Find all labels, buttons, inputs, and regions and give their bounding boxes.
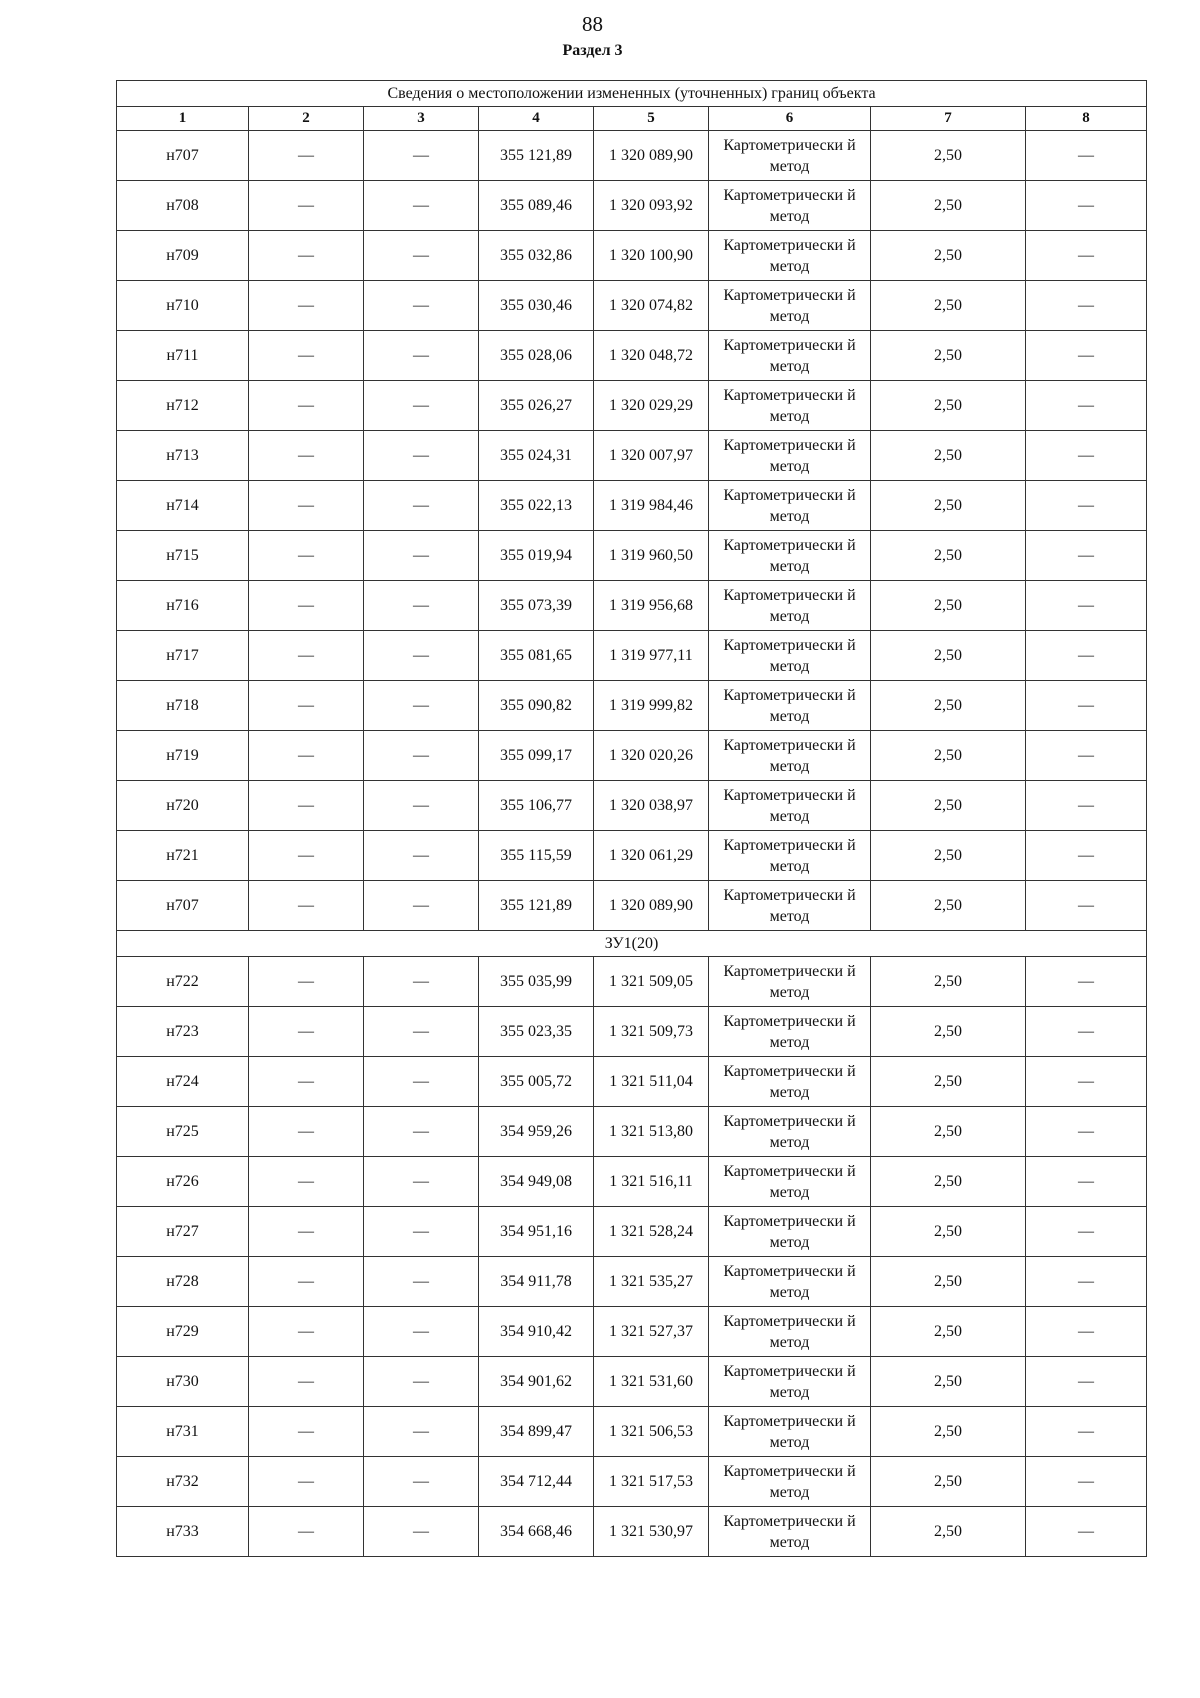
- table-row: [117, 1007, 1147, 1057]
- method-cell: Картометрически й метод: [709, 781, 871, 831]
- y-coordinate-cell: 1 321 530,97: [594, 1507, 709, 1557]
- boundary-coordinates-table: [116, 80, 1147, 1557]
- method-cell: Картометрически й метод: [709, 131, 871, 181]
- y-coordinate-cell: 1 321 535,27: [594, 1257, 709, 1307]
- x-coordinate-cell: 355 121,89: [479, 131, 594, 181]
- point-cell: н712: [117, 381, 249, 431]
- method-cell: Картометрически й метод: [709, 181, 871, 231]
- point-cell: н729: [117, 1307, 249, 1357]
- accuracy-cell: 2,50: [871, 1357, 1026, 1407]
- method-cell: Картометрически й метод: [709, 1207, 871, 1257]
- column-8-cell: —: [1026, 181, 1147, 231]
- y-coordinate-cell: 1 321 528,24: [594, 1207, 709, 1257]
- point-cell: н726: [117, 1157, 249, 1207]
- y-coordinate-cell: 1 320 089,90: [594, 881, 709, 931]
- column-3-cell: —: [364, 281, 479, 331]
- section-title: Раздел 3: [562, 42, 623, 59]
- x-coordinate-cell: 355 026,27: [479, 381, 594, 431]
- method-cell: Картометрически й метод: [709, 631, 871, 681]
- accuracy-cell: 2,50: [871, 1007, 1026, 1057]
- point-cell: н709: [117, 231, 249, 281]
- point-cell: н728: [117, 1257, 249, 1307]
- column-2-cell: —: [249, 181, 364, 231]
- column-3-cell: —: [364, 881, 479, 931]
- table-row: [117, 331, 1147, 381]
- table-row: [117, 1457, 1147, 1507]
- table-row: [117, 1257, 1147, 1307]
- method-cell: Картометрически й метод: [709, 731, 871, 781]
- column-3-cell: —: [364, 331, 479, 381]
- point-cell: н710: [117, 281, 249, 331]
- table-row: [117, 181, 1147, 231]
- y-coordinate-cell: 1 321 516,11: [594, 1157, 709, 1207]
- column-2-cell: —: [249, 1207, 364, 1257]
- column-2-cell: —: [249, 481, 364, 531]
- accuracy-cell: 2,50: [871, 831, 1026, 881]
- table-row: [117, 781, 1147, 831]
- x-coordinate-cell: 354 910,42: [479, 1307, 594, 1357]
- column-8-cell: —: [1026, 281, 1147, 331]
- method-cell: Картометрически й метод: [709, 531, 871, 581]
- column-3-cell: —: [364, 1007, 479, 1057]
- y-coordinate-cell: 1 321 527,37: [594, 1307, 709, 1357]
- method-cell: Картометрически й метод: [709, 481, 871, 531]
- y-coordinate-cell: 1 319 984,46: [594, 481, 709, 531]
- table-row: [117, 531, 1147, 581]
- column-header: 7: [871, 107, 1026, 131]
- column-header: 5: [594, 107, 709, 131]
- accuracy-cell: 2,50: [871, 331, 1026, 381]
- column-2-cell: —: [249, 131, 364, 181]
- accuracy-cell: 2,50: [871, 131, 1026, 181]
- table-row: [117, 731, 1147, 781]
- point-cell: н716: [117, 581, 249, 631]
- column-2-cell: —: [249, 1057, 364, 1107]
- accuracy-cell: 2,50: [871, 781, 1026, 831]
- x-coordinate-cell: 355 090,82: [479, 681, 594, 731]
- x-coordinate-cell: 355 028,06: [479, 331, 594, 381]
- column-3-cell: —: [364, 131, 479, 181]
- point-cell: н715: [117, 531, 249, 581]
- column-2-cell: —: [249, 1157, 364, 1207]
- column-2-cell: —: [249, 957, 364, 1007]
- table-row: [117, 431, 1147, 481]
- x-coordinate-cell: 355 030,46: [479, 281, 594, 331]
- column-2-cell: —: [249, 881, 364, 931]
- column-2-cell: —: [249, 581, 364, 631]
- column-2-cell: —: [249, 1357, 364, 1407]
- column-header: 8: [1026, 107, 1147, 131]
- x-coordinate-cell: 354 712,44: [479, 1457, 594, 1507]
- y-coordinate-cell: 1 321 531,60: [594, 1357, 709, 1407]
- column-3-cell: —: [364, 1507, 479, 1557]
- method-cell: Картометрически й метод: [709, 431, 871, 481]
- column-3-cell: —: [364, 231, 479, 281]
- column-8-cell: —: [1026, 1257, 1147, 1307]
- point-cell: н707: [117, 881, 249, 931]
- column-2-cell: —: [249, 1457, 364, 1507]
- x-coordinate-cell: 354 901,62: [479, 1357, 594, 1407]
- column-3-cell: —: [364, 1307, 479, 1357]
- y-coordinate-cell: 1 319 960,50: [594, 531, 709, 581]
- table-caption: Сведения о местоположении измененных (уточненных) границ объекта: [117, 81, 1147, 107]
- y-coordinate-cell: 1 321 517,53: [594, 1457, 709, 1507]
- table-row: [117, 1157, 1147, 1207]
- column-8-cell: —: [1026, 731, 1147, 781]
- accuracy-cell: 2,50: [871, 1457, 1026, 1507]
- accuracy-cell: 2,50: [871, 581, 1026, 631]
- accuracy-cell: 2,50: [871, 731, 1026, 781]
- point-cell: н714: [117, 481, 249, 531]
- column-8-cell: —: [1026, 1207, 1147, 1257]
- point-cell: н730: [117, 1357, 249, 1407]
- column-2-cell: —: [249, 281, 364, 331]
- column-8-cell: —: [1026, 1107, 1147, 1157]
- column-3-cell: —: [364, 1057, 479, 1107]
- accuracy-cell: 2,50: [871, 1507, 1026, 1557]
- table-row: [117, 631, 1147, 681]
- point-cell: н727: [117, 1207, 249, 1257]
- column-3-cell: —: [364, 181, 479, 231]
- x-coordinate-cell: 354 911,78: [479, 1257, 594, 1307]
- column-3-cell: —: [364, 1157, 479, 1207]
- column-3-cell: —: [364, 681, 479, 731]
- x-coordinate-cell: 354 949,08: [479, 1157, 594, 1207]
- column-3-cell: —: [364, 1357, 479, 1407]
- column-8-cell: —: [1026, 1007, 1147, 1057]
- table-row: [117, 131, 1147, 181]
- point-cell: н720: [117, 781, 249, 831]
- column-3-cell: —: [364, 1257, 479, 1307]
- column-3-cell: —: [364, 531, 479, 581]
- y-coordinate-cell: 1 320 029,29: [594, 381, 709, 431]
- page-number: 88: [582, 12, 603, 36]
- method-cell: Картометрически й метод: [709, 1457, 871, 1507]
- column-2-cell: —: [249, 231, 364, 281]
- column-header: 2: [249, 107, 364, 131]
- table-row: [117, 1307, 1147, 1357]
- point-cell: н733: [117, 1507, 249, 1557]
- x-coordinate-cell: 355 005,72: [479, 1057, 594, 1107]
- accuracy-cell: 2,50: [871, 481, 1026, 531]
- column-8-cell: —: [1026, 1157, 1147, 1207]
- x-coordinate-cell: 355 024,31: [479, 431, 594, 481]
- point-cell: н723: [117, 1007, 249, 1057]
- table-row: [117, 881, 1147, 931]
- method-cell: Картометрически й метод: [709, 957, 871, 1007]
- column-8-cell: —: [1026, 231, 1147, 281]
- column-2-cell: —: [249, 381, 364, 431]
- accuracy-cell: 2,50: [871, 631, 1026, 681]
- y-coordinate-cell: 1 319 956,68: [594, 581, 709, 631]
- y-coordinate-cell: 1 321 511,04: [594, 1057, 709, 1107]
- table-body: [117, 131, 1147, 1557]
- accuracy-cell: 2,50: [871, 1057, 1026, 1107]
- method-cell: Картометрически й метод: [709, 331, 871, 381]
- x-coordinate-cell: 355 089,46: [479, 181, 594, 231]
- accuracy-cell: 2,50: [871, 1407, 1026, 1457]
- x-coordinate-cell: 355 099,17: [479, 731, 594, 781]
- table-row: [117, 1207, 1147, 1257]
- group-label: ЗУ1(20): [117, 931, 1147, 957]
- x-coordinate-cell: 355 019,94: [479, 531, 594, 581]
- method-cell: Картометрически й метод: [709, 581, 871, 631]
- y-coordinate-cell: 1 321 509,73: [594, 1007, 709, 1057]
- column-3-cell: —: [364, 1207, 479, 1257]
- column-header-row: [117, 107, 1147, 131]
- table-row: [117, 231, 1147, 281]
- table-row: [117, 681, 1147, 731]
- accuracy-cell: 2,50: [871, 957, 1026, 1007]
- method-cell: Картометрически й метод: [709, 1057, 871, 1107]
- table-row: [117, 481, 1147, 531]
- column-3-cell: —: [364, 581, 479, 631]
- method-cell: Картометрически й метод: [709, 1307, 871, 1357]
- column-header: 1: [117, 107, 249, 131]
- column-8-cell: —: [1026, 1307, 1147, 1357]
- method-cell: Картометрически й метод: [709, 831, 871, 881]
- column-3-cell: —: [364, 731, 479, 781]
- column-3-cell: —: [364, 781, 479, 831]
- column-8-cell: —: [1026, 381, 1147, 431]
- point-cell: н708: [117, 181, 249, 231]
- table-row: [117, 281, 1147, 331]
- accuracy-cell: 2,50: [871, 281, 1026, 331]
- table-row: [117, 1357, 1147, 1407]
- point-cell: н722: [117, 957, 249, 1007]
- column-2-cell: —: [249, 1507, 364, 1557]
- point-cell: н707: [117, 131, 249, 181]
- y-coordinate-cell: 1 320 007,97: [594, 431, 709, 481]
- x-coordinate-cell: 354 951,16: [479, 1207, 594, 1257]
- accuracy-cell: 2,50: [871, 181, 1026, 231]
- table-row: [117, 957, 1147, 1007]
- point-cell: н721: [117, 831, 249, 881]
- accuracy-cell: 2,50: [871, 1107, 1026, 1157]
- y-coordinate-cell: 1 320 089,90: [594, 131, 709, 181]
- y-coordinate-cell: 1 320 074,82: [594, 281, 709, 331]
- accuracy-cell: 2,50: [871, 1207, 1026, 1257]
- column-2-cell: —: [249, 831, 364, 881]
- y-coordinate-cell: 1 319 999,82: [594, 681, 709, 731]
- point-cell: н719: [117, 731, 249, 781]
- column-8-cell: —: [1026, 1457, 1147, 1507]
- point-cell: н724: [117, 1057, 249, 1107]
- y-coordinate-cell: 1 321 506,53: [594, 1407, 709, 1457]
- accuracy-cell: 2,50: [871, 881, 1026, 931]
- table-row: [117, 1107, 1147, 1157]
- method-cell: Картометрически й метод: [709, 1157, 871, 1207]
- column-3-cell: —: [364, 381, 479, 431]
- point-cell: н725: [117, 1107, 249, 1157]
- column-8-cell: —: [1026, 831, 1147, 881]
- column-8-cell: —: [1026, 881, 1147, 931]
- column-8-cell: —: [1026, 1507, 1147, 1557]
- table-row: [117, 1057, 1147, 1107]
- accuracy-cell: 2,50: [871, 531, 1026, 581]
- column-3-cell: —: [364, 631, 479, 681]
- x-coordinate-cell: 355 023,35: [479, 1007, 594, 1057]
- x-coordinate-cell: 355 081,65: [479, 631, 594, 681]
- column-3-cell: —: [364, 481, 479, 531]
- y-coordinate-cell: 1 320 048,72: [594, 331, 709, 381]
- column-3-cell: —: [364, 957, 479, 1007]
- column-2-cell: —: [249, 681, 364, 731]
- column-8-cell: —: [1026, 1357, 1147, 1407]
- accuracy-cell: 2,50: [871, 681, 1026, 731]
- column-2-cell: —: [249, 531, 364, 581]
- method-cell: Картометрически й метод: [709, 681, 871, 731]
- method-cell: Картометрически й метод: [709, 881, 871, 931]
- accuracy-cell: 2,50: [871, 381, 1026, 431]
- point-cell: н732: [117, 1457, 249, 1507]
- x-coordinate-cell: 355 106,77: [479, 781, 594, 831]
- column-3-cell: —: [364, 431, 479, 481]
- column-2-cell: —: [249, 1307, 364, 1357]
- column-8-cell: —: [1026, 431, 1147, 481]
- x-coordinate-cell: 354 668,46: [479, 1507, 594, 1557]
- column-header: 3: [364, 107, 479, 131]
- method-cell: Картометрически й метод: [709, 1107, 871, 1157]
- x-coordinate-cell: 354 959,26: [479, 1107, 594, 1157]
- method-cell: Картометрически й метод: [709, 1407, 871, 1457]
- method-cell: Картометрически й метод: [709, 231, 871, 281]
- table-row: [117, 1507, 1147, 1557]
- column-8-cell: —: [1026, 1057, 1147, 1107]
- x-coordinate-cell: 355 121,89: [479, 881, 594, 931]
- column-8-cell: —: [1026, 681, 1147, 731]
- column-3-cell: —: [364, 1407, 479, 1457]
- method-cell: Картометрически й метод: [709, 1257, 871, 1307]
- x-coordinate-cell: 355 073,39: [479, 581, 594, 631]
- column-2-cell: —: [249, 331, 364, 381]
- accuracy-cell: 2,50: [871, 1257, 1026, 1307]
- column-8-cell: —: [1026, 957, 1147, 1007]
- table-row: [117, 381, 1147, 431]
- column-8-cell: —: [1026, 481, 1147, 531]
- table-row: [117, 1407, 1147, 1457]
- y-coordinate-cell: 1 320 038,97: [594, 781, 709, 831]
- column-8-cell: —: [1026, 781, 1147, 831]
- column-header: 6: [709, 107, 871, 131]
- column-8-cell: —: [1026, 631, 1147, 681]
- table-row: [117, 831, 1147, 881]
- y-coordinate-cell: 1 320 061,29: [594, 831, 709, 881]
- column-2-cell: —: [249, 731, 364, 781]
- y-coordinate-cell: 1 320 100,90: [594, 231, 709, 281]
- point-cell: н731: [117, 1407, 249, 1457]
- method-cell: Картометрически й метод: [709, 381, 871, 431]
- column-8-cell: —: [1026, 581, 1147, 631]
- column-3-cell: —: [364, 831, 479, 881]
- x-coordinate-cell: 355 115,59: [479, 831, 594, 881]
- column-3-cell: —: [364, 1107, 479, 1157]
- y-coordinate-cell: 1 320 020,26: [594, 731, 709, 781]
- point-cell: н717: [117, 631, 249, 681]
- point-cell: н713: [117, 431, 249, 481]
- y-coordinate-cell: 1 321 509,05: [594, 957, 709, 1007]
- x-coordinate-cell: 355 022,13: [479, 481, 594, 531]
- accuracy-cell: 2,50: [871, 431, 1026, 481]
- column-2-cell: —: [249, 1407, 364, 1457]
- column-3-cell: —: [364, 1457, 479, 1507]
- point-cell: н711: [117, 331, 249, 381]
- column-2-cell: —: [249, 1107, 364, 1157]
- y-coordinate-cell: 1 319 977,11: [594, 631, 709, 681]
- method-cell: Картометрически й метод: [709, 1507, 871, 1557]
- column-header: 4: [479, 107, 594, 131]
- y-coordinate-cell: 1 320 093,92: [594, 181, 709, 231]
- group-label-row: [117, 931, 1147, 957]
- column-2-cell: —: [249, 1257, 364, 1307]
- column-2-cell: —: [249, 631, 364, 681]
- accuracy-cell: 2,50: [871, 1157, 1026, 1207]
- method-cell: Картометрически й метод: [709, 1357, 871, 1407]
- column-2-cell: —: [249, 781, 364, 831]
- y-coordinate-cell: 1 321 513,80: [594, 1107, 709, 1157]
- accuracy-cell: 2,50: [871, 1307, 1026, 1357]
- column-2-cell: —: [249, 1007, 364, 1057]
- x-coordinate-cell: 354 899,47: [479, 1407, 594, 1457]
- column-2-cell: —: [249, 431, 364, 481]
- column-8-cell: —: [1026, 1407, 1147, 1457]
- point-cell: н718: [117, 681, 249, 731]
- x-coordinate-cell: 355 035,99: [479, 957, 594, 1007]
- method-cell: Картометрически й метод: [709, 1007, 871, 1057]
- x-coordinate-cell: 355 032,86: [479, 231, 594, 281]
- column-8-cell: —: [1026, 531, 1147, 581]
- column-8-cell: —: [1026, 131, 1147, 181]
- method-cell: Картометрически й метод: [709, 281, 871, 331]
- table-row: [117, 581, 1147, 631]
- accuracy-cell: 2,50: [871, 231, 1026, 281]
- column-8-cell: —: [1026, 331, 1147, 381]
